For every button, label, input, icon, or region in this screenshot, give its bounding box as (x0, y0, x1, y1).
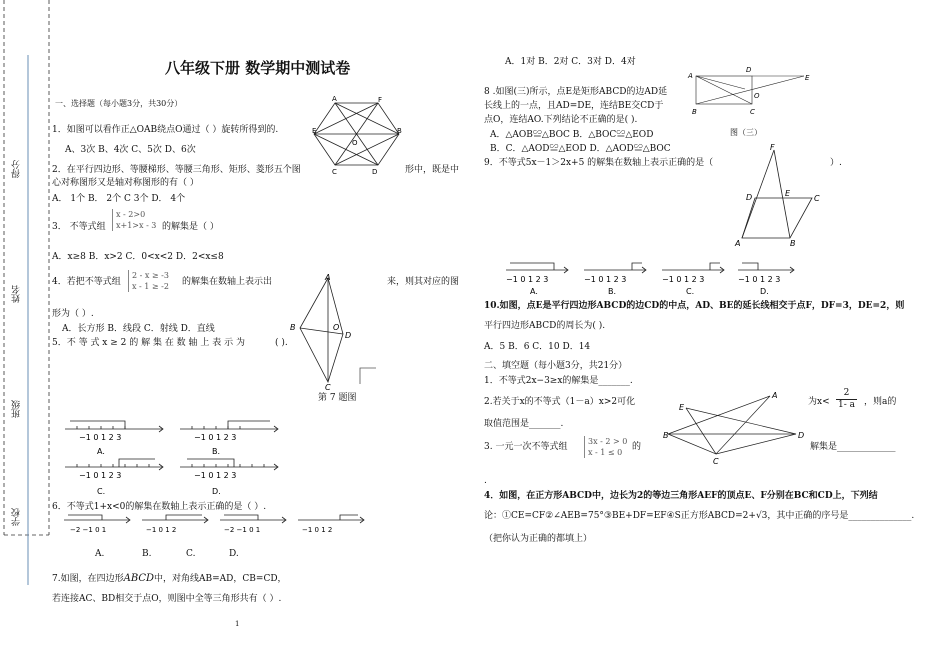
svg-text:B: B (692, 108, 697, 116)
section-2-heading: 二、填空题（每小题3分，共21分） (484, 361, 628, 371)
parallelogram-figure (732, 142, 832, 250)
svg-text:C.: C. (97, 487, 106, 496)
hexagon-figure (312, 95, 407, 175)
svg-text:−1 0 1 2 3: −1 0 1 2 3 (738, 275, 781, 284)
fill-4-line2: 论：①CE=CF②∠AEB=75°③BE+DF=EF④S正方形ABCD=2+√3，其中正确的序号是______________. (484, 511, 915, 521)
q9-number-lines (500, 258, 800, 298)
bowtie-figure (664, 388, 814, 466)
fill-2-stem: 2.若关于x的不等式（1－a）x>2可化 (484, 397, 636, 407)
q2-stem-right: 形中，既是中 (405, 165, 460, 175)
svg-text:−2 −1 0 1: −2 −1 0 1 (224, 526, 261, 534)
q4-options: A．长方形 B．线段 C．射线 D．直线 (62, 324, 215, 334)
q1-stem: 1．如图可以看作正△OAB绕点O通过（ ）旋转所得到的. (52, 125, 279, 135)
q4-system: 2 - x ≥ -3 x - 1 ≥ -2 (128, 270, 169, 292)
fill-1: 1．不等式2x−3≥x的解集是_______. (484, 376, 633, 386)
svg-text:B: B (790, 239, 796, 248)
q8-figure-caption: 图（三） (730, 128, 762, 137)
q4-tail-right: 来，则其对应的图 (387, 277, 460, 287)
svg-text:−1 0 1 2 3: −1 0 1 2 3 (194, 433, 237, 442)
corner-mark (358, 366, 378, 386)
fill-2-tail: ，则a的 (864, 397, 897, 407)
q9-stem: 9．不等式5x－1＞2x+5 的解集在数轴上表示正确的是（ (484, 158, 714, 168)
q7-line2: 若连接AC、BD相交于点O，则图中全等三角形共有（ ）. (52, 594, 282, 604)
svg-text:C: C (713, 457, 719, 466)
score-label: 得分 (12, 160, 22, 178)
q10-stem: 10.如图，点E是平行四边形ABCD的边CD的中点，AD、BE的延长线相交于点F，DF=3，DE=2，则 (484, 301, 905, 311)
q6-number-lines (62, 512, 372, 536)
svg-text:D: D (798, 431, 805, 440)
q10-options: A．5 B．6 C．10 D．14 (484, 342, 591, 352)
kite-figure (288, 272, 358, 392)
svg-text:D: D (746, 193, 753, 202)
svg-text:−1 0 1 2: −1 0 1 2 (146, 526, 177, 534)
page-title: 八年级下册 数学期中测试卷 (165, 59, 351, 77)
fill-3-stem: 3. 一元一次不等式组 (484, 442, 568, 452)
fig7-caption: 第 7 题图 (318, 393, 357, 403)
fill-3-right: 解集是_____________ (810, 442, 896, 452)
q6-option-d: D. (229, 549, 239, 559)
svg-text:E: E (785, 189, 791, 198)
q6-option-c: C. (186, 549, 196, 559)
svg-text:A.: A. (530, 287, 538, 296)
binding-margin (0, 0, 60, 600)
svg-text:A: A (325, 273, 331, 282)
svg-text:C: C (750, 108, 755, 116)
q2-stem-line2: 心对称图形又是轴对称图形的有（ ） (52, 178, 199, 188)
school-label: 学校 (12, 508, 22, 526)
q3-tail: 的解集是（ ） (162, 222, 219, 232)
q1-options: A、3次 B、4次 C、5次 D、6次 (65, 145, 196, 155)
svg-text:−1 0 1 2 3: −1 0 1 2 3 (506, 275, 549, 284)
q4-stem: 4．若把不等式组 (52, 277, 121, 287)
q5-number-lines (55, 415, 295, 500)
svg-text:C: C (325, 383, 331, 392)
q7-options: A．1对 B．2对 C．3对 D．4对 (505, 57, 636, 67)
rectangle-figure (684, 64, 814, 129)
q6-stem: 6．不等式1+x<0的解集在数轴上表示正确的是（ ）. (52, 502, 267, 512)
q3-system: x - 2>0 x+1>x - 3 (112, 209, 156, 231)
q9-tail: ）. (830, 158, 842, 168)
q4-line2: 形为（ ）. (52, 309, 94, 319)
q6-option-b: B. (142, 549, 152, 559)
q5-paren: ( ). (275, 338, 288, 348)
q3-stem: 3． 不等式组 (52, 222, 106, 232)
name-label: 姓名 (12, 285, 22, 303)
svg-text:B.: B. (608, 287, 617, 296)
svg-text:O: O (754, 92, 760, 100)
svg-text:B: B (397, 127, 402, 135)
svg-text:B: B (663, 431, 669, 440)
svg-text:D: D (746, 66, 752, 74)
svg-text:E: E (805, 74, 810, 82)
fill-3-system: 3x - 2 > 0 x - 1 ≤ 0 (584, 436, 627, 458)
fill-2-line2: 取值范围是_______. (484, 419, 564, 429)
q8-line2: 长线上的一点，且AD=DE，连结BE交CD于 (484, 101, 664, 111)
svg-text:D.: D. (212, 487, 221, 496)
svg-text:E: E (312, 127, 317, 135)
svg-text:O: O (352, 139, 358, 147)
q8-line1: 8 .如图(三)所示，点E是矩形ABCD的边AD延 (484, 87, 668, 97)
svg-text:D.: D. (760, 287, 769, 296)
q4-tail: 的解集在数轴上表示出 (182, 277, 273, 287)
page-number: 1 (235, 620, 240, 628)
svg-text:−1 0 1 2 3: −1 0 1 2 3 (79, 471, 122, 480)
svg-text:−1 0 1 2: −1 0 1 2 (302, 526, 333, 534)
svg-text:B.: B. (212, 447, 221, 456)
q6-option-a: A. (95, 549, 105, 559)
svg-text:−1 0 1 2 3: −1 0 1 2 3 (79, 433, 122, 442)
svg-text:D: D (372, 168, 378, 176)
svg-text:B: B (290, 323, 296, 332)
q10-line2: 平行四边形ABCD的周长为( ). (484, 321, 606, 331)
svg-text:A: A (688, 72, 693, 80)
svg-text:A.: A. (97, 447, 105, 456)
svg-text:−1 0 1 2 3: −1 0 1 2 3 (584, 275, 627, 284)
svg-text:A: A (332, 95, 337, 103)
section-1-heading: 一、选择题（每小题3分，共30分） (55, 99, 183, 108)
svg-text:C.: C. (686, 287, 695, 296)
q8-line3: 点O，连结AO.下列结论不正确的是( ). (484, 115, 638, 125)
svg-text:F: F (770, 143, 775, 152)
svg-text:A: A (735, 239, 741, 248)
fill-2-right: 为x< (808, 397, 830, 407)
q7-stem: 7.如图，在四边形ABCD中，对角线AB=AD，CB=CD， (52, 573, 287, 584)
q2-options: A． 1个 B． 2个 C 3个 D． 4个 (52, 194, 186, 204)
class-label: 班级 (12, 400, 22, 418)
q3-options: A．x≥8 B．x>2 C．0<x<2 D．2<x≤8 (52, 252, 224, 262)
q8-options-2: B．C．△AOD≌△EOD D．△AOD≌△BOC (490, 144, 671, 154)
svg-text:F: F (378, 96, 383, 104)
svg-text:−2 −1 0 1: −2 −1 0 1 (70, 526, 107, 534)
fill-4-line3: （把你认为正确的都填上） (484, 534, 593, 544)
svg-text:D: D (345, 331, 352, 340)
stray-dot: . (484, 476, 487, 486)
fill-3-tail: 的 (632, 442, 642, 452)
svg-text:−1 0 1 2 3: −1 0 1 2 3 (194, 471, 237, 480)
svg-text:−1 0 1 2 3: −1 0 1 2 3 (662, 275, 705, 284)
q2-stem: 2．在平行四边形、等腰梯形、等腰三角形、矩形、菱形五个图 (52, 165, 301, 175)
svg-text:O: O (333, 323, 340, 332)
fill-2-fraction: 2 1- a (838, 388, 855, 410)
svg-text:A: A (772, 391, 778, 400)
svg-text:C: C (814, 194, 820, 203)
fill-4-line1: 4．如图，在正方形ABCD中，边长为2的等边三角形AEF的顶点E、F分别在BC和CD上，下列结 (484, 491, 878, 501)
q5-stem: 5．不 等 式 x ≥ 2 的 解 集 在 数 轴 上 表 示 为 (52, 338, 245, 348)
q8-options-1: A．△AOB≌△BOC B．△BOC≌△EOD (490, 130, 654, 140)
svg-text:E: E (679, 403, 685, 412)
svg-text:C: C (332, 168, 337, 176)
